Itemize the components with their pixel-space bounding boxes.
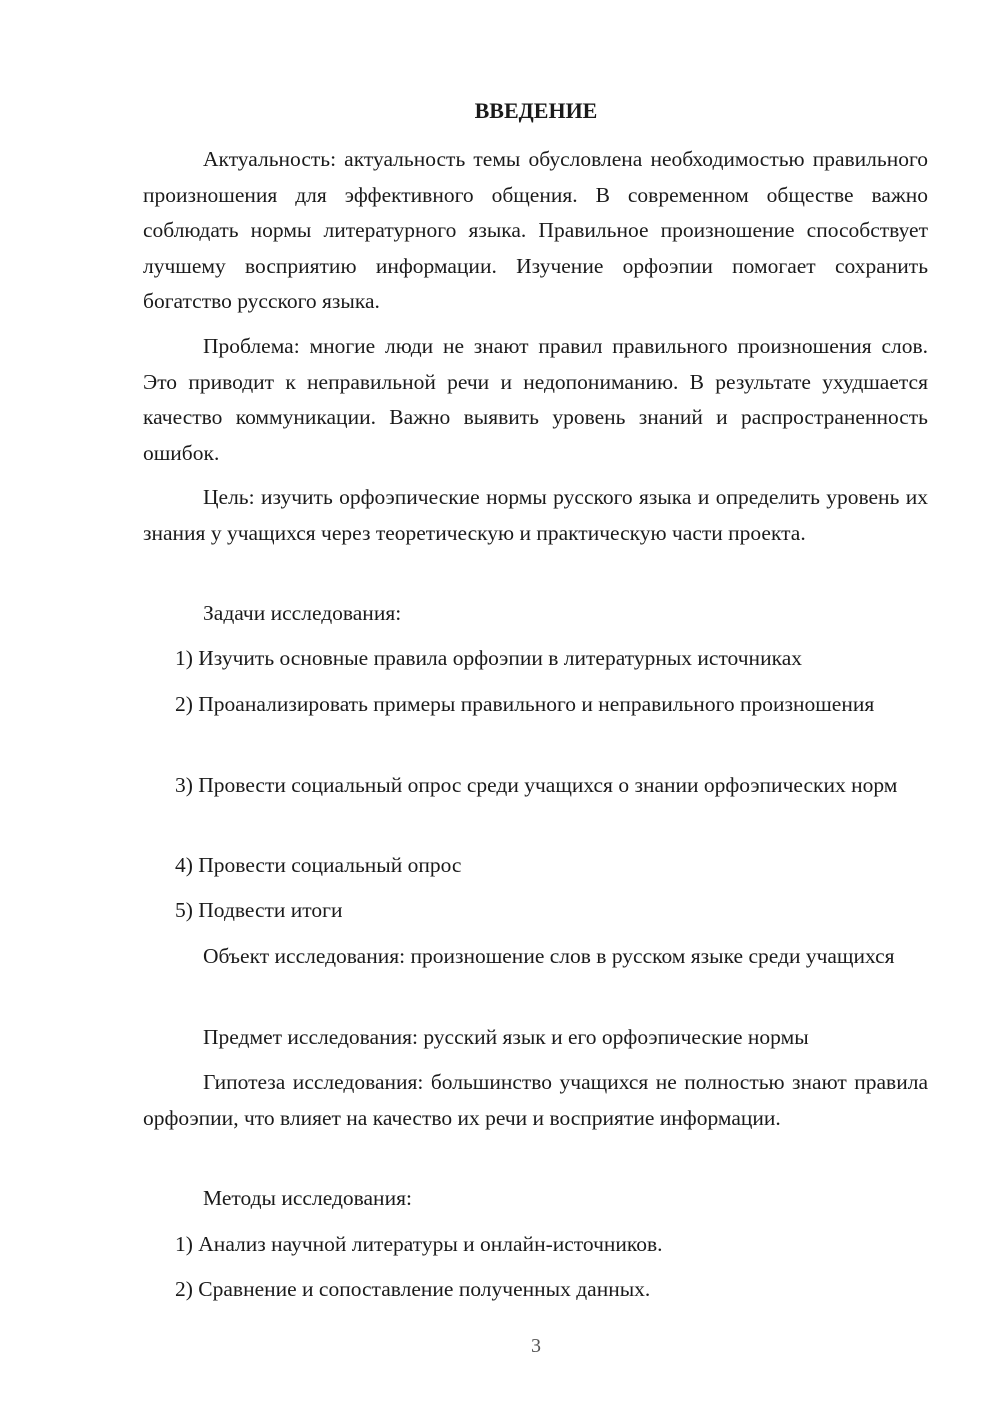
paragraph-object: Объект исследования: произношение слов в русском языке среди учащихся — [203, 944, 895, 968]
list-item-method-2: 2) Сравнение и сопоставление полученных данных. — [175, 1277, 651, 1301]
paragraph-relevance: Актуальность: актуальность темы обусловлена необходимостью правильного произношения для эффективного общения. В современном обществе важно соблюдать нормы литературного языка. Правильное произношение способствует лучшему восприятию информации. Изучение орфоэпии помогает сохранить богатство русского языка. — [143, 147, 928, 313]
list-item-task-3: 3) Провести социальный опрос среди учащихся о знании орфоэпических норм — [175, 773, 898, 797]
paragraph-methods-heading: Методы исследования: — [203, 1186, 412, 1210]
paragraph-subject: Предмет исследования: русский язык и его орфоэпические нормы — [203, 1025, 809, 1049]
paragraph-problem: Проблема: многие люди не знают правил правильного произношения слов. Это приводит к неправильной речи и недопониманию. В результате ухудшается качество коммуникации. Важно выявить уровень знаний и распространенность ошибок. — [143, 334, 928, 465]
page-number: 3 — [531, 1335, 541, 1357]
list-item-method-1: 1) Анализ научной литературы и онлайн-источников. — [175, 1232, 663, 1256]
page-title: ВВЕДЕНИЕ — [474, 98, 598, 123]
list-item-task-4: 4) Провести социальный опрос — [175, 853, 462, 877]
paragraph-tasks-heading: Задачи исследования: — [203, 601, 402, 625]
paragraph-hypothesis: Гипотеза исследования: большинство учащихся не полностью знают правила орфоэпии, что влияет на качество их речи и восприятие информации. — [143, 1070, 928, 1130]
list-item-task-1: 1) Изучить основные правила орфоэпии в литературных источниках — [175, 646, 802, 670]
list-item-task-2: 2) Проанализировать примеры правильного и неправильного произношения — [175, 692, 875, 716]
paragraph-goal: Цель: изучить орфоэпические нормы русского языка и определить уровень их знания у учащихся через теоретическую и практическую части проекта. — [143, 485, 928, 545]
list-item-task-5: 5) Подвести итоги — [175, 898, 343, 922]
